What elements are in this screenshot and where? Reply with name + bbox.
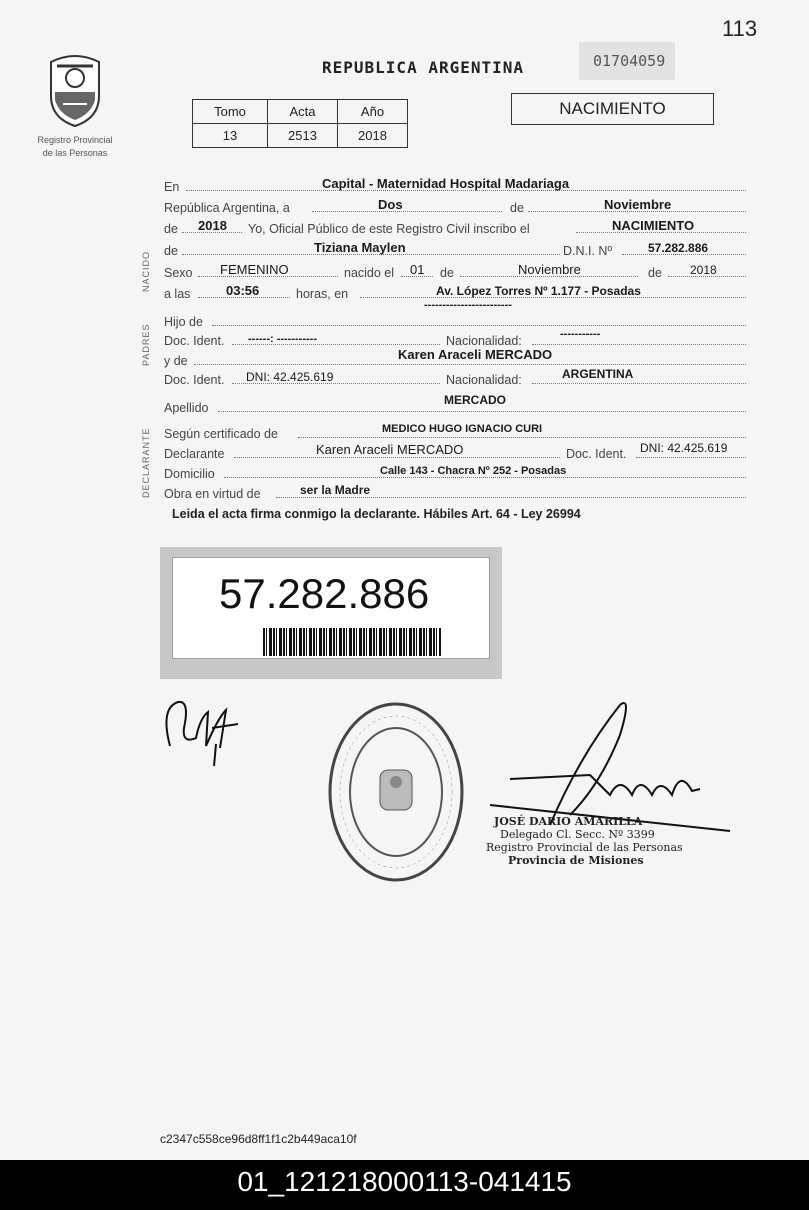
side-label-nacido: NACIDO xyxy=(141,250,151,292)
serial-sticker xyxy=(579,42,675,80)
label-republica: República Argentina, a xyxy=(164,201,290,215)
field-anio: 2018 xyxy=(198,218,227,233)
field-nac2: ARGENTINA xyxy=(562,367,634,381)
label-nac2: Nacionalidad: xyxy=(446,373,522,387)
label-nac1: Nacionalidad: xyxy=(446,334,522,348)
field-doc1: ------: ----------- xyxy=(248,333,317,345)
field-obra: ser la Madre xyxy=(300,483,371,497)
registry-table xyxy=(192,99,408,148)
cell-acta: 2513 xyxy=(268,124,338,148)
form-row-domicilio xyxy=(164,463,749,481)
form-row-obra xyxy=(164,483,749,501)
footer-file-id: 01_121218000113-041415 xyxy=(0,1160,809,1210)
field-doc2: DNI: 42.425.619 xyxy=(246,370,334,384)
field-nac1: ----------- xyxy=(560,328,601,340)
field-doc3: DNI: 42.425.619 xyxy=(640,441,728,455)
label-de3: de xyxy=(164,244,178,258)
field-declarante: Karen Araceli MERCADO xyxy=(316,442,464,457)
label-de: de xyxy=(510,201,524,215)
field-nac-dia: 01 xyxy=(410,262,425,277)
label-alas: a las xyxy=(164,287,191,301)
page-number: 113 xyxy=(722,16,758,41)
field-sexo: FEMENINO xyxy=(220,262,289,277)
country-title: REPUBLICA ARGENTINA xyxy=(322,58,525,77)
form-row-doc1 xyxy=(164,330,749,348)
label-de5: de xyxy=(648,266,662,280)
table-header-row xyxy=(193,100,408,124)
field-madre: Karen Araceli MERCADO xyxy=(398,347,553,362)
logo-caption-2: de las Personas xyxy=(42,148,108,158)
form-row-doc2 xyxy=(164,369,749,387)
document-hash: c2347c558ce96d8ff1f1c2b449aca10f xyxy=(160,1132,357,1146)
registry-logo xyxy=(30,52,120,159)
dni-sticker-inner xyxy=(172,557,490,659)
side-label-padres: PADRES xyxy=(141,323,151,366)
form-row-fecha xyxy=(164,197,749,215)
field-lugar: Capital - Maternidad Hospital Madariaga xyxy=(322,176,570,191)
field-domicilio: Calle 143 - Chacra Nº 252 - Posadas xyxy=(380,465,567,477)
label-domicilio: Domicilio xyxy=(164,467,215,481)
signature-official-icon xyxy=(460,695,735,835)
side-label-declarante: DECLARANTE xyxy=(141,427,151,498)
label-yde: y de xyxy=(164,354,188,368)
label-de2: de xyxy=(164,222,178,236)
field-hora: 03:56 xyxy=(226,283,260,298)
field-certificado: MEDICO HUGO IGNACIO CURI xyxy=(382,423,543,435)
official-seal-icon xyxy=(326,700,466,885)
field-dia: Dos xyxy=(378,197,403,212)
label-doc2: Doc. Ident. xyxy=(164,373,225,387)
form-row-declarante xyxy=(164,443,749,461)
barcode-icon xyxy=(263,628,441,656)
form-row-sexo xyxy=(164,262,749,280)
field-hijo: ------------------------ xyxy=(424,299,512,311)
form-row-nombre xyxy=(164,240,749,258)
official-stamp-text xyxy=(486,815,683,867)
label-certificado: Según certificado de xyxy=(164,427,278,441)
label-obra: Obra en virtud de xyxy=(164,487,261,501)
label-inscribo: Yo, Oficial Público de este Registro Civil inscribo el xyxy=(248,222,530,236)
header-acta: Acta xyxy=(268,100,338,124)
official-province: Provincia de Misiones xyxy=(508,854,644,867)
field-nac-anio: 2018 xyxy=(690,263,717,277)
signature-declarante-icon xyxy=(156,688,246,768)
form-row-hijo xyxy=(164,299,749,329)
label-sexo: Sexo xyxy=(164,266,193,280)
official-position: Delegado Cl. Secc. Nº 3399 xyxy=(500,828,655,841)
label-en: En xyxy=(164,180,180,194)
form-row-apellido xyxy=(164,393,749,415)
closing-statement: Leida el acta firma conmigo la declarante. Hábiles Art. 64 - Ley 26994 xyxy=(172,507,581,521)
label-doc3: Doc. Ident. xyxy=(566,447,627,461)
record-type-box: NACIMIENTO xyxy=(511,93,714,125)
dni-sticker xyxy=(160,547,502,679)
serial-number: 01704059 xyxy=(593,52,666,70)
table-row xyxy=(193,124,408,148)
coat-of-arms-icon xyxy=(43,52,107,128)
header-anio: Año xyxy=(338,100,408,124)
label-horas: horas, en xyxy=(296,287,349,301)
label-hijo: Hijo de xyxy=(164,315,203,329)
field-apellido: MERCADO xyxy=(444,393,506,407)
form-row-en xyxy=(164,176,749,194)
label-doc1: Doc. Ident. xyxy=(164,334,225,348)
cell-tomo: 13 xyxy=(193,124,268,148)
label-de4: de xyxy=(440,266,454,280)
field-mes: Noviembre xyxy=(604,197,672,212)
label-apellido: Apellido xyxy=(164,401,209,415)
field-inscribo: NACIMIENTO xyxy=(612,218,695,233)
field-nac-mes: Noviembre xyxy=(518,262,581,277)
cell-anio: 2018 xyxy=(338,124,408,148)
header-tomo: Tomo xyxy=(193,100,268,124)
field-dni: 57.282.886 xyxy=(648,241,709,255)
label-declarante: Declarante xyxy=(164,447,225,461)
dni-sticker-number: 57.282.886 xyxy=(219,570,430,617)
label-dni: D.N.I. Nº xyxy=(563,244,613,258)
form-row-anio xyxy=(164,218,749,236)
official-registry: Registro Provincial de las Personas xyxy=(486,841,683,854)
official-name: JOSÉ DARIO AMARILLA xyxy=(494,815,643,828)
field-nombre: Tiziana Maylen xyxy=(314,240,406,255)
form-row-certificado xyxy=(164,423,749,441)
label-nacido: nacido el xyxy=(344,266,395,280)
logo-caption-1: Registro Provincial xyxy=(37,135,113,145)
form-row-madre xyxy=(164,347,749,368)
field-domicilio-nac: Av. López Torres Nº 1.177 - Posadas xyxy=(436,284,641,298)
